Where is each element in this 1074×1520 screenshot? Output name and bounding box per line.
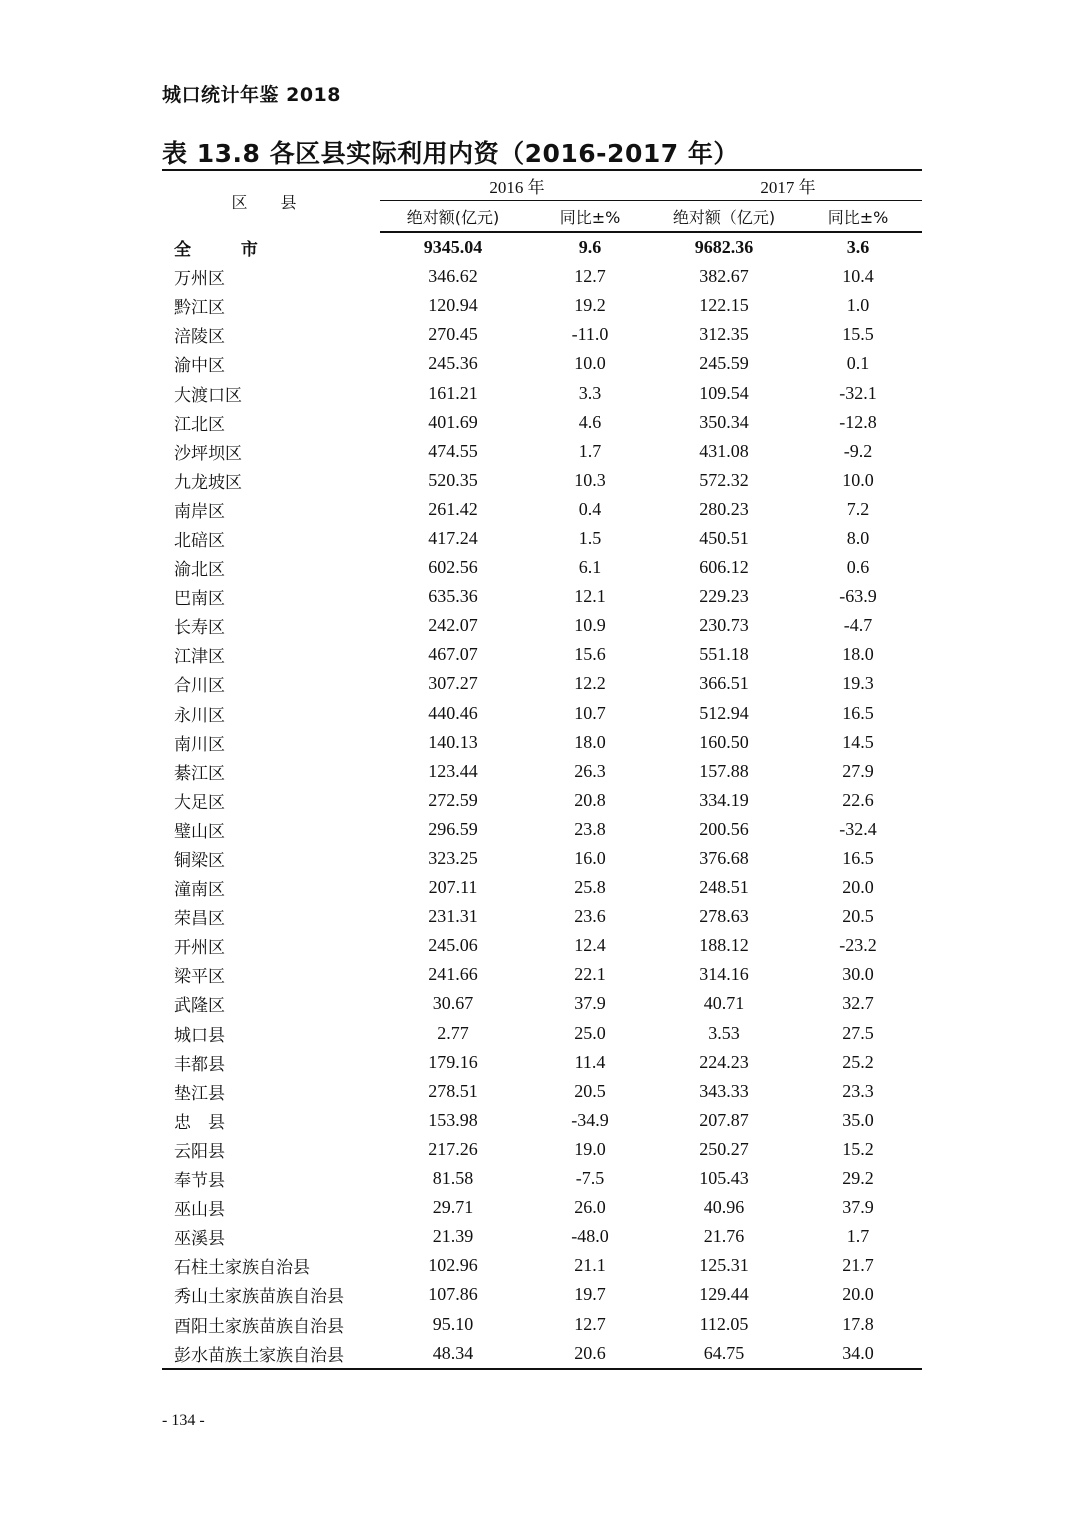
table-row bbox=[162, 1106, 922, 1135]
value-2017: 280.23 bbox=[699, 498, 749, 519]
region-name: 黔江区 bbox=[174, 298, 225, 319]
table-header bbox=[162, 170, 922, 232]
value-2017: 3.53 bbox=[708, 1022, 740, 1043]
growth-2016: 12.1 bbox=[574, 586, 606, 607]
region-name: 开州区 bbox=[174, 938, 225, 959]
table-row bbox=[162, 786, 922, 815]
region-name: 大足区 bbox=[174, 792, 225, 813]
table-row bbox=[162, 437, 922, 466]
growth-2017: 35.0 bbox=[842, 1109, 874, 1130]
value-2016: 270.45 bbox=[428, 324, 478, 345]
column-header-region: 区 县 bbox=[162, 170, 380, 232]
value-2016: 307.27 bbox=[428, 673, 478, 694]
growth-2017: -23.2 bbox=[839, 935, 877, 956]
region-name: 北碚区 bbox=[174, 530, 225, 551]
table-row bbox=[162, 1309, 922, 1338]
region-name: 奉节县 bbox=[174, 1171, 225, 1192]
region-name: 忠 县 bbox=[174, 1112, 225, 1133]
growth-2017: 1.7 bbox=[846, 1226, 870, 1247]
value-2017: 572.32 bbox=[699, 469, 749, 490]
growth-2017: 14.5 bbox=[842, 731, 874, 752]
value-2017: 40.96 bbox=[703, 1197, 745, 1218]
growth-2017: 0.6 bbox=[846, 557, 870, 578]
growth-2017: 34.0 bbox=[794, 1339, 922, 1369]
region-name: 南岸区 bbox=[174, 501, 225, 522]
growth-2016: 18.0 bbox=[574, 731, 606, 752]
growth-2017: 27.5 bbox=[842, 1022, 874, 1043]
growth-2017: 0.1 bbox=[846, 353, 870, 374]
value-2017: 431.08 bbox=[699, 440, 749, 461]
growth-2016: 4.6 bbox=[578, 411, 602, 432]
table-row bbox=[162, 1222, 922, 1251]
value-2016: 48.34 bbox=[380, 1339, 526, 1369]
column-header-2016: 2016 年 bbox=[380, 170, 654, 201]
table-row bbox=[162, 960, 922, 989]
growth-2017: 23.3 bbox=[842, 1080, 874, 1101]
value-2017: 122.15 bbox=[699, 295, 749, 316]
growth-2016: 10.3 bbox=[574, 469, 606, 490]
value-2016: 140.13 bbox=[428, 731, 478, 752]
table-row bbox=[162, 611, 922, 640]
region-name: 綦江区 bbox=[174, 763, 225, 784]
growth-2016: 3.3 bbox=[578, 382, 602, 403]
region-name: 梁平区 bbox=[174, 967, 225, 988]
growth-2017: 20.0 bbox=[842, 1284, 874, 1305]
column-header-2017: 2017 年 bbox=[654, 170, 922, 201]
value-2016: 207.11 bbox=[428, 877, 478, 898]
growth-2016: 0.4 bbox=[578, 498, 602, 519]
growth-2016: -11.0 bbox=[571, 324, 609, 345]
region-name: 九龙坡区 bbox=[174, 472, 242, 493]
table-row bbox=[162, 815, 922, 844]
column-header-yoy-2016: 同比±% bbox=[526, 201, 654, 233]
value-2016: 231.31 bbox=[428, 906, 478, 927]
growth-2017: -32.1 bbox=[839, 382, 877, 403]
value-2016: 245.36 bbox=[428, 353, 478, 374]
value-2017: 125.31 bbox=[699, 1255, 749, 1276]
growth-2016: 20.8 bbox=[574, 789, 606, 810]
growth-2016: 20.5 bbox=[574, 1080, 606, 1101]
table-row bbox=[162, 1135, 922, 1164]
value-2017: 112.05 bbox=[699, 1313, 749, 1334]
table-row bbox=[162, 1048, 922, 1077]
table-row bbox=[162, 291, 922, 320]
value-2016: 179.16 bbox=[428, 1051, 478, 1072]
value-2016: 21.39 bbox=[432, 1226, 474, 1247]
region-name: 丰都县 bbox=[174, 1054, 225, 1075]
value-2017: 188.12 bbox=[699, 935, 749, 956]
table-row bbox=[162, 320, 922, 349]
region-name: 荣昌区 bbox=[174, 909, 225, 930]
value-2017: 250.27 bbox=[699, 1138, 749, 1159]
growth-2016: 21.1 bbox=[574, 1255, 606, 1276]
growth-2016: 19.2 bbox=[574, 295, 606, 316]
value-2017: 366.51 bbox=[699, 673, 749, 694]
growth-2016: 26.0 bbox=[574, 1197, 606, 1218]
growth-2017: 29.2 bbox=[842, 1168, 874, 1189]
value-2017: 229.23 bbox=[699, 586, 749, 607]
value-2017: 129.44 bbox=[699, 1284, 749, 1305]
growth-2016: 10.7 bbox=[574, 702, 606, 723]
value-2017: 105.43 bbox=[699, 1168, 749, 1189]
value-2017: 512.94 bbox=[699, 702, 749, 723]
value-2016: 272.59 bbox=[428, 789, 478, 810]
table-row bbox=[162, 1164, 922, 1193]
growth-2017: 30.0 bbox=[842, 964, 874, 985]
table-row bbox=[162, 1280, 922, 1309]
region-name: 长寿区 bbox=[174, 618, 225, 639]
region-name: 秀山土家族苗族自治县 bbox=[174, 1287, 344, 1308]
table-row bbox=[162, 1339, 922, 1369]
growth-2017: 25.2 bbox=[842, 1051, 874, 1072]
value-2016: 95.10 bbox=[432, 1313, 474, 1334]
value-2017: 64.75 bbox=[654, 1339, 794, 1369]
growth-2017: -32.4 bbox=[839, 818, 877, 839]
value-2017: 224.23 bbox=[699, 1051, 749, 1072]
table-row bbox=[162, 553, 922, 582]
value-2016: 474.55 bbox=[428, 440, 478, 461]
value-2017: 230.73 bbox=[699, 615, 749, 636]
growth-2016: 22.1 bbox=[574, 964, 606, 985]
growth-2017: 18.0 bbox=[842, 644, 874, 665]
growth-2016: 6.1 bbox=[578, 557, 602, 578]
region-name: 彭水苗族土家族自治县 bbox=[162, 1339, 380, 1369]
value-2017: 21.76 bbox=[703, 1226, 745, 1247]
growth-2017: 16.5 bbox=[842, 848, 874, 869]
region-name: 石柱土家族自治县 bbox=[174, 1258, 310, 1279]
value-2016: 2.77 bbox=[437, 1022, 469, 1043]
region-name: 铜梁区 bbox=[174, 851, 225, 872]
region-name: 巴南区 bbox=[174, 589, 225, 610]
investment-table bbox=[162, 169, 922, 1370]
region-name: 垫江县 bbox=[174, 1083, 225, 1104]
growth-2016: 23.8 bbox=[574, 818, 606, 839]
growth-2017: 3.6 bbox=[846, 237, 870, 258]
growth-2017: -9.2 bbox=[843, 440, 873, 461]
growth-2016: 1.7 bbox=[578, 440, 602, 461]
value-2017: 314.16 bbox=[699, 964, 749, 985]
table-row bbox=[162, 1019, 922, 1048]
growth-2016: 26.3 bbox=[574, 760, 606, 781]
value-2017: 551.18 bbox=[699, 644, 749, 665]
table-row bbox=[162, 262, 922, 291]
value-2016: 261.42 bbox=[428, 498, 478, 519]
growth-2017: -63.9 bbox=[839, 586, 877, 607]
running-header: 城口统计年鉴 2018 bbox=[162, 84, 341, 106]
growth-2017: 37.9 bbox=[842, 1197, 874, 1218]
value-2017: 376.68 bbox=[699, 848, 749, 869]
value-2016: 278.51 bbox=[428, 1080, 478, 1101]
value-2017: 382.67 bbox=[699, 266, 749, 287]
value-2016: 401.69 bbox=[428, 411, 478, 432]
region-name: 涪陵区 bbox=[174, 327, 225, 348]
region-name: 巫溪县 bbox=[174, 1229, 225, 1250]
growth-2016: 10.0 bbox=[574, 353, 606, 374]
growth-2016: 1.5 bbox=[578, 527, 602, 548]
value-2017: 160.50 bbox=[699, 731, 749, 752]
region-name: 永川区 bbox=[174, 705, 225, 726]
table-title: 表 13.8 各区县实际利用内资（2016-2017 年） bbox=[162, 139, 739, 168]
value-2016: 467.07 bbox=[428, 644, 478, 665]
table-row bbox=[162, 466, 922, 495]
table-body bbox=[162, 232, 922, 1369]
growth-2016: 37.9 bbox=[574, 993, 606, 1014]
value-2017: 245.59 bbox=[699, 353, 749, 374]
table-row bbox=[162, 844, 922, 873]
region-name: 江津区 bbox=[174, 647, 225, 668]
table-row bbox=[162, 408, 922, 437]
value-2017: 248.51 bbox=[699, 877, 749, 898]
value-2016: 81.58 bbox=[432, 1168, 474, 1189]
growth-2017: 7.2 bbox=[846, 498, 870, 519]
page-number: - 134 - bbox=[162, 1412, 205, 1429]
value-2017: 450.51 bbox=[699, 527, 749, 548]
growth-2016: 12.4 bbox=[574, 935, 606, 956]
growth-2017: 32.7 bbox=[842, 993, 874, 1014]
region-name: 大渡口区 bbox=[174, 385, 242, 406]
growth-2017: 10.4 bbox=[842, 266, 874, 287]
value-2017: 200.56 bbox=[699, 818, 749, 839]
growth-2016: 12.7 bbox=[574, 266, 606, 287]
table-row bbox=[162, 931, 922, 960]
value-2016: 245.06 bbox=[428, 935, 478, 956]
data-table-container bbox=[162, 169, 922, 1370]
growth-2016: 25.0 bbox=[574, 1022, 606, 1043]
value-2017: 334.19 bbox=[699, 789, 749, 810]
growth-2016: 12.2 bbox=[574, 673, 606, 694]
growth-2016: 15.6 bbox=[574, 644, 606, 665]
growth-2016: 10.9 bbox=[574, 615, 606, 636]
region-name: 全 市 bbox=[174, 239, 280, 260]
column-header-yoy-2017: 同比±% bbox=[794, 201, 922, 233]
growth-2017: -12.8 bbox=[839, 411, 877, 432]
region-name: 沙坪坝区 bbox=[174, 443, 242, 464]
growth-2017: 15.5 bbox=[842, 324, 874, 345]
growth-2017: 20.5 bbox=[842, 906, 874, 927]
value-2016: 29.71 bbox=[432, 1197, 474, 1218]
column-header-abs-2017: 绝对额（亿元) bbox=[654, 201, 794, 233]
growth-2017: 21.7 bbox=[842, 1255, 874, 1276]
region-name: 合川区 bbox=[174, 676, 225, 697]
growth-2016: -48.0 bbox=[571, 1226, 609, 1247]
value-2016: 602.56 bbox=[428, 557, 478, 578]
value-2016: 123.44 bbox=[428, 760, 478, 781]
growth-2017: 10.0 bbox=[842, 469, 874, 490]
growth-2016: -7.5 bbox=[575, 1168, 605, 1189]
value-2016: 120.94 bbox=[428, 295, 478, 316]
value-2017: 40.71 bbox=[703, 993, 745, 1014]
table-row bbox=[162, 1193, 922, 1222]
table-row bbox=[162, 989, 922, 1018]
growth-2016: 23.6 bbox=[574, 906, 606, 927]
table-row bbox=[162, 1251, 922, 1280]
value-2017: 157.88 bbox=[699, 760, 749, 781]
growth-2016: 20.6 bbox=[526, 1339, 654, 1369]
region-name: 江北区 bbox=[174, 414, 225, 435]
growth-2017: -4.7 bbox=[843, 615, 873, 636]
value-2016: 346.62 bbox=[428, 266, 478, 287]
table-row bbox=[162, 757, 922, 786]
value-2016: 635.36 bbox=[428, 586, 478, 607]
value-2017: 9682.36 bbox=[694, 237, 754, 258]
table-row bbox=[162, 669, 922, 698]
value-2016: 241.66 bbox=[428, 964, 478, 985]
growth-2016: 9.6 bbox=[578, 237, 602, 258]
growth-2017: 22.6 bbox=[842, 789, 874, 810]
table-row bbox=[162, 378, 922, 407]
value-2017: 109.54 bbox=[699, 382, 749, 403]
growth-2017: 1.0 bbox=[846, 295, 870, 316]
table-row bbox=[162, 349, 922, 378]
growth-2016: 12.7 bbox=[574, 1313, 606, 1334]
growth-2016: 11.4 bbox=[574, 1051, 606, 1072]
growth-2016: 16.0 bbox=[574, 848, 606, 869]
value-2016: 417.24 bbox=[428, 527, 478, 548]
region-name: 城口县 bbox=[174, 1025, 225, 1046]
value-2016: 323.25 bbox=[428, 848, 478, 869]
growth-2017: 19.3 bbox=[842, 673, 874, 694]
value-2016: 520.35 bbox=[428, 469, 478, 490]
value-2017: 350.34 bbox=[699, 411, 749, 432]
value-2016: 102.96 bbox=[428, 1255, 478, 1276]
table-row bbox=[162, 495, 922, 524]
value-2016: 296.59 bbox=[428, 818, 478, 839]
region-name: 南川区 bbox=[174, 734, 225, 755]
value-2016: 30.67 bbox=[432, 993, 474, 1014]
table-row bbox=[162, 902, 922, 931]
table-row-total bbox=[162, 232, 922, 262]
column-header-abs-2016: 绝对额(亿元) bbox=[380, 201, 526, 233]
value-2016: 153.98 bbox=[428, 1109, 478, 1130]
table-row bbox=[162, 1077, 922, 1106]
value-2017: 606.12 bbox=[699, 557, 749, 578]
region-name: 武隆区 bbox=[174, 996, 225, 1017]
growth-2017: 8.0 bbox=[846, 527, 870, 548]
region-name: 璧山区 bbox=[174, 821, 225, 842]
table-row bbox=[162, 699, 922, 728]
growth-2017: 27.9 bbox=[842, 760, 874, 781]
table-row bbox=[162, 873, 922, 902]
region-name: 万州区 bbox=[174, 269, 225, 290]
growth-2016: 25.8 bbox=[574, 877, 606, 898]
value-2016: 161.21 bbox=[428, 382, 478, 403]
region-name: 渝北区 bbox=[174, 560, 225, 581]
value-2016: 107.86 bbox=[428, 1284, 478, 1305]
region-name: 云阳县 bbox=[174, 1141, 225, 1162]
value-2017: 207.87 bbox=[699, 1109, 749, 1130]
growth-2017: 16.5 bbox=[842, 702, 874, 723]
growth-2017: 20.0 bbox=[842, 877, 874, 898]
table-row bbox=[162, 582, 922, 611]
value-2017: 278.63 bbox=[699, 906, 749, 927]
value-2017: 343.33 bbox=[699, 1080, 749, 1101]
region-name: 酉阳土家族苗族自治县 bbox=[174, 1316, 344, 1337]
region-name: 巫山县 bbox=[174, 1200, 225, 1221]
table-row bbox=[162, 524, 922, 553]
table-row bbox=[162, 640, 922, 669]
growth-2017: 17.8 bbox=[842, 1313, 874, 1334]
growth-2016: 19.7 bbox=[574, 1284, 606, 1305]
region-name: 潼南区 bbox=[174, 880, 225, 901]
value-2016: 217.26 bbox=[428, 1138, 478, 1159]
growth-2016: 19.0 bbox=[574, 1138, 606, 1159]
region-name: 渝中区 bbox=[174, 356, 225, 377]
value-2016: 9345.04 bbox=[423, 237, 483, 258]
growth-2017: 15.2 bbox=[842, 1138, 874, 1159]
value-2016: 440.46 bbox=[428, 702, 478, 723]
value-2016: 242.07 bbox=[428, 615, 478, 636]
growth-2016: -34.9 bbox=[571, 1109, 609, 1130]
table-row bbox=[162, 728, 922, 757]
value-2017: 312.35 bbox=[699, 324, 749, 345]
